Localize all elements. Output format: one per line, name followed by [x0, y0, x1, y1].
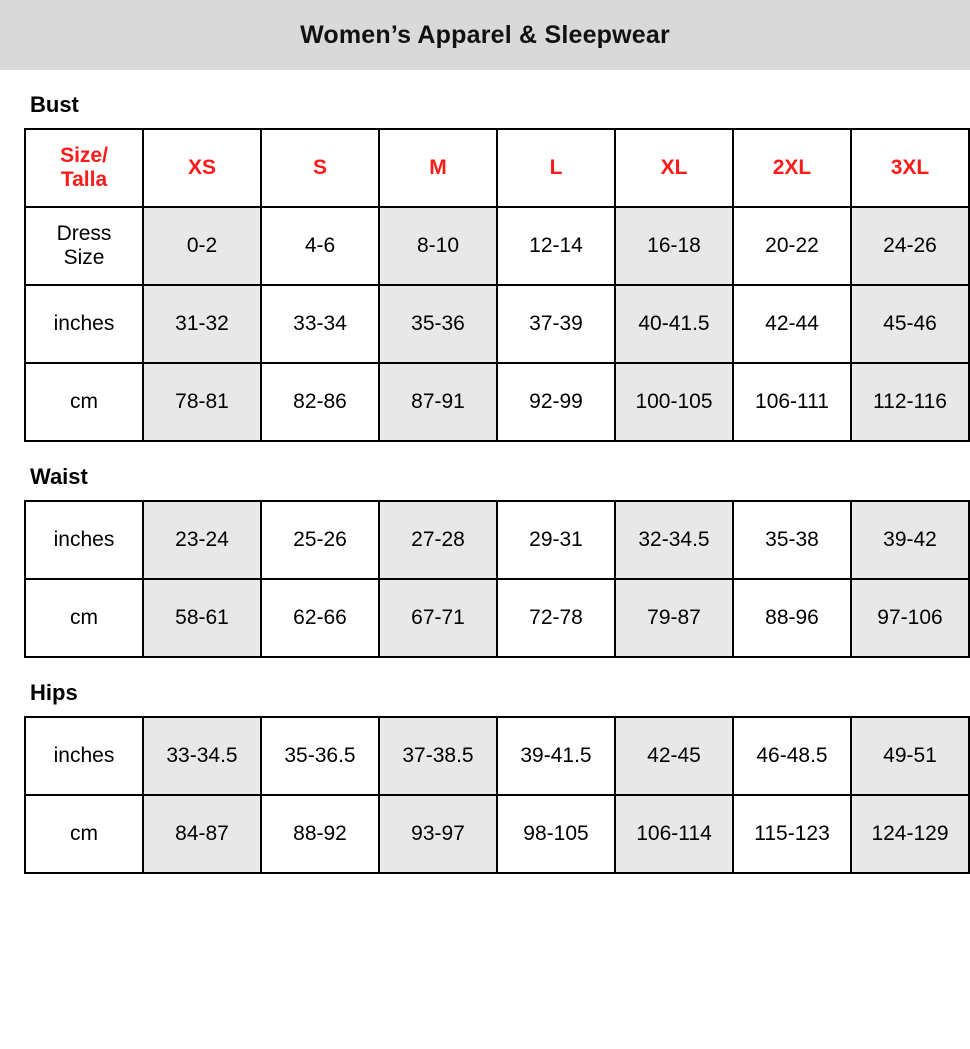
cell-waist-cm-m: 67-71 — [379, 579, 497, 657]
cell-bust-cm-xs: 78-81 — [143, 363, 261, 441]
table-row — [25, 795, 969, 873]
table-row — [25, 363, 969, 441]
cell-hips-in-s: 35-36.5 — [261, 717, 379, 795]
table-row — [25, 501, 969, 579]
row-label-bust-cm: cm — [25, 363, 143, 441]
cell-bust-dress-s: 4-6 — [261, 207, 379, 285]
size-table-hips — [24, 716, 970, 874]
cell-hips-cm-2xl: 115-123 — [733, 795, 851, 873]
cell-hips-in-xs: 33-34.5 — [143, 717, 261, 795]
cell-bust-cm-xl: 100-105 — [615, 363, 733, 441]
cell-bust-in-2xl: 42-44 — [733, 285, 851, 363]
cell-bust-in-m: 35-36 — [379, 285, 497, 363]
cell-hips-cm-l: 98-105 — [497, 795, 615, 873]
cell-waist-cm-2xl: 88-96 — [733, 579, 851, 657]
cell-bust-dress-2xl: 20-22 — [733, 207, 851, 285]
header-cell-size-label: Size/ Talla — [25, 129, 143, 207]
table-row — [25, 207, 969, 285]
cell-bust-dress-3xl: 24-26 — [851, 207, 969, 285]
size-table-waist — [24, 500, 970, 658]
header-cell-m: M — [379, 129, 497, 207]
header-cell-l: L — [497, 129, 615, 207]
cell-bust-in-s: 33-34 — [261, 285, 379, 363]
cell-bust-dress-m: 8-10 — [379, 207, 497, 285]
row-label-bust-inches: inches — [25, 285, 143, 363]
cell-bust-cm-m: 87-91 — [379, 363, 497, 441]
cell-bust-in-xs: 31-32 — [143, 285, 261, 363]
cell-waist-in-s: 25-26 — [261, 501, 379, 579]
cell-bust-dress-xl: 16-18 — [615, 207, 733, 285]
table-header-row — [25, 129, 969, 207]
cell-hips-cm-xs: 84-87 — [143, 795, 261, 873]
chart-title-bar — [0, 0, 970, 70]
page-title: Women’s Apparel & Sleepwear — [300, 20, 670, 49]
table-row — [25, 285, 969, 363]
cell-bust-dress-xs: 0-2 — [143, 207, 261, 285]
row-label-hips-cm: cm — [25, 795, 143, 873]
cell-bust-cm-2xl: 106-111 — [733, 363, 851, 441]
cell-hips-in-2xl: 46-48.5 — [733, 717, 851, 795]
cell-waist-cm-xs: 58-61 — [143, 579, 261, 657]
table-row — [25, 717, 969, 795]
cell-waist-in-xs: 23-24 — [143, 501, 261, 579]
cell-hips-in-l: 39-41.5 — [497, 717, 615, 795]
cell-waist-in-l: 29-31 — [497, 501, 615, 579]
section-heading-hips: Hips — [30, 680, 78, 705]
section-waist — [0, 464, 970, 658]
row-label-waist-inches: inches — [25, 501, 143, 579]
cell-waist-cm-xl: 79-87 — [615, 579, 733, 657]
section-hips — [0, 680, 970, 874]
cell-waist-in-3xl: 39-42 — [851, 501, 969, 579]
header-cell-3xl: 3XL — [851, 129, 969, 207]
cell-bust-cm-3xl: 112-116 — [851, 363, 969, 441]
cell-waist-cm-l: 72-78 — [497, 579, 615, 657]
table-row — [25, 579, 969, 657]
cell-waist-in-2xl: 35-38 — [733, 501, 851, 579]
cell-bust-cm-s: 82-86 — [261, 363, 379, 441]
cell-waist-cm-3xl: 97-106 — [851, 579, 969, 657]
cell-hips-in-3xl: 49-51 — [851, 717, 969, 795]
header-cell-s: S — [261, 129, 379, 207]
row-label-waist-cm: cm — [25, 579, 143, 657]
size-table-bust — [24, 128, 970, 442]
cell-waist-in-m: 27-28 — [379, 501, 497, 579]
cell-hips-cm-s: 88-92 — [261, 795, 379, 873]
cell-waist-cm-s: 62-66 — [261, 579, 379, 657]
header-cell-2xl: 2XL — [733, 129, 851, 207]
cell-bust-in-xl: 40-41.5 — [615, 285, 733, 363]
cell-bust-dress-l: 12-14 — [497, 207, 615, 285]
cell-bust-in-l: 37-39 — [497, 285, 615, 363]
cell-hips-in-m: 37-38.5 — [379, 717, 497, 795]
row-label-hips-inches: inches — [25, 717, 143, 795]
row-label-dress-size: Dress Size — [25, 207, 143, 285]
cell-waist-in-xl: 32-34.5 — [615, 501, 733, 579]
section-heading-bust: Bust — [30, 92, 79, 117]
cell-hips-cm-xl: 106-114 — [615, 795, 733, 873]
cell-bust-cm-l: 92-99 — [497, 363, 615, 441]
header-cell-xl: XL — [615, 129, 733, 207]
header-cell-xs: XS — [143, 129, 261, 207]
cell-hips-cm-m: 93-97 — [379, 795, 497, 873]
section-heading-waist: Waist — [30, 464, 88, 489]
cell-bust-in-3xl: 45-46 — [851, 285, 969, 363]
cell-hips-in-xl: 42-45 — [615, 717, 733, 795]
section-bust — [0, 92, 970, 442]
cell-hips-cm-3xl: 124-129 — [851, 795, 969, 873]
